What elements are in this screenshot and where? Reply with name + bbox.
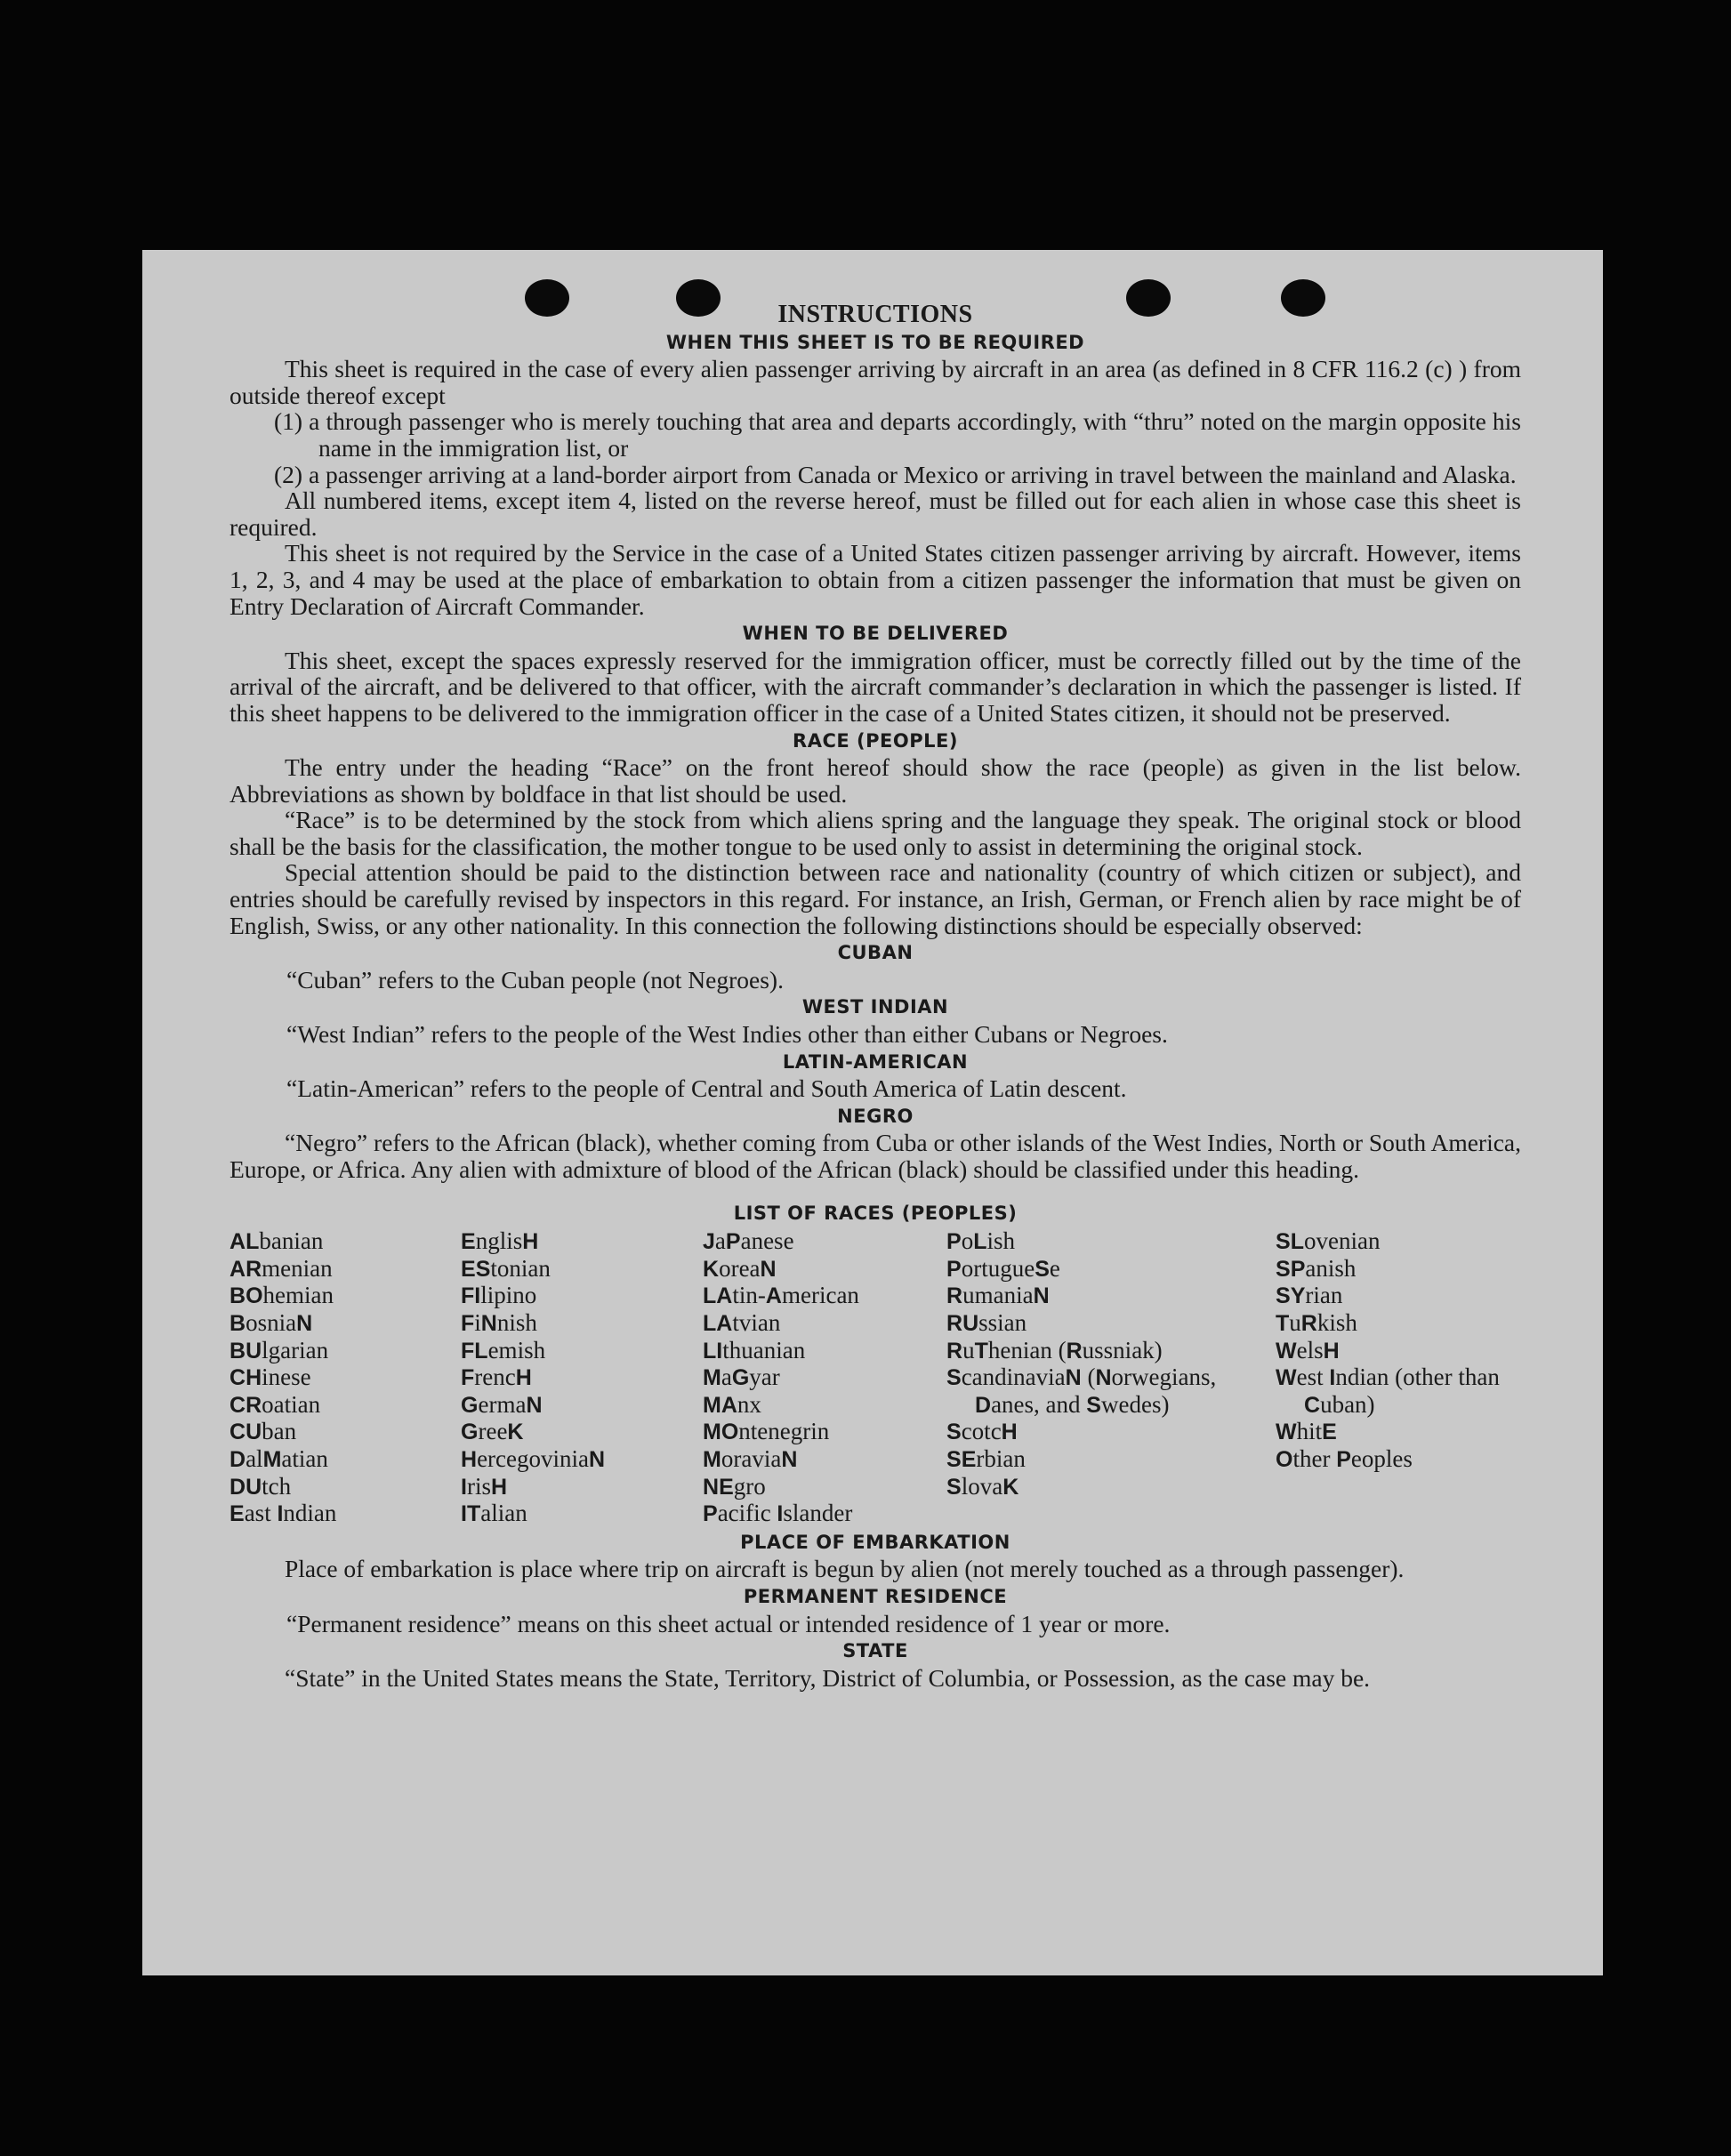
race-entry: EStonian bbox=[461, 1254, 551, 1282]
instruction-sheet bbox=[142, 250, 1603, 1975]
race-entry: MOntenegrin bbox=[703, 1418, 830, 1445]
race-entry: ALbanian bbox=[229, 1227, 324, 1255]
paragraph: This sheet is not required by the Service in the case of a United States citizen passenger arriving by aircraft. However, items 1, 2, 3, and 4 may be used at the place of embarkation to obtain from a citizen passenger the information that must be given on Entry Declaration of Aircraft Commander. bbox=[229, 539, 1521, 620]
race-entry: TuRkish bbox=[1276, 1308, 1357, 1336]
subsection-heading: LATIN-AMERICAN bbox=[782, 1050, 969, 1073]
race-entry: East Indian bbox=[229, 1500, 337, 1527]
race-entry: JaPanese bbox=[703, 1227, 794, 1255]
section-heading: PERMANENT RESIDENCE bbox=[743, 1585, 1008, 1607]
paragraph: “State” in the United States means the State, Territory, District of Columbia, or Possession, as the case may be. bbox=[285, 1663, 1371, 1692]
paragraph: The entry under the heading “Race” on the front hereof should show the race (people) as given in the list below. Abbreviations as shown by boldface in that list should be used. bbox=[229, 753, 1521, 808]
race-entry: FrencH bbox=[461, 1364, 532, 1391]
race-entry: EnglisH bbox=[461, 1227, 539, 1255]
subsection-heading: WEST INDIAN bbox=[801, 996, 949, 1018]
race-column bbox=[703, 1228, 946, 1528]
race-entry: FIlipino bbox=[461, 1282, 537, 1309]
race-list bbox=[229, 1228, 1521, 1528]
section-heading: STATE bbox=[842, 1640, 908, 1662]
race-entry: RumaniaN bbox=[946, 1282, 1050, 1309]
paragraph: Place of embarkation is place where trip on aircraft is begun by alien (not merely touched as a through passenger). bbox=[285, 1555, 1405, 1583]
paragraph: Special attention should be paid to the distinction between race and nationality (country of which citizen or subject), and entries should be carefully revised by inspectors in this regard. For instance, an Irish, German, or French alien by race might be of English, Swiss, or any other nationality. In this connection the following distinctions should be especially observed: bbox=[229, 858, 1521, 939]
exception-item: (1) a through passenger who is merely touching that area and departs accordingly, with “thru” noted on the margin opposite his name in the immigration list, or bbox=[274, 407, 1521, 462]
race-entry: CHinese bbox=[229, 1364, 311, 1391]
race-entry: WhitE bbox=[1276, 1418, 1337, 1445]
definition: “Latin-American” refers to the people of Central and South America of Latin descent. bbox=[286, 1074, 1127, 1103]
race-entry: FiNnish bbox=[461, 1308, 537, 1336]
punch-hole bbox=[525, 279, 569, 317]
definition: “West Indian” refers to the people of the West Indies other than either Cubans or Negroes. bbox=[286, 1020, 1168, 1049]
race-entry: Other Peoples bbox=[1276, 1444, 1413, 1472]
paragraph: All numbered items, except item 4, listed on the reverse hereof, must be filled out for each alien in whose case this sheet is required. bbox=[229, 487, 1521, 541]
race-entry: MAnx bbox=[703, 1390, 761, 1418]
race-entry: MaGyar bbox=[703, 1364, 780, 1391]
paragraph: This sheet is required in the case of every alien passenger arriving by aircraft in an area (as defined in 8 CFR 116.2 (c) ) from outside thereof except bbox=[229, 355, 1521, 409]
race-entry: West Indian (other than Cuban) bbox=[1276, 1364, 1500, 1418]
race-entry: CRoatian bbox=[229, 1390, 321, 1418]
race-entry: HercegoviniaN bbox=[461, 1444, 606, 1472]
section-heading: RACE (PEOPLE) bbox=[793, 729, 958, 752]
definition: “Negro” refers to the African (black), whether coming from Cuba or other islands of the West Indies, North or South America, Europe, or Africa. Any alien with admixture of blood of the African (black) should be classified under this heading. bbox=[229, 1129, 1521, 1183]
punch-hole bbox=[1126, 279, 1171, 317]
race-entry: SlovaK bbox=[946, 1472, 1019, 1500]
race-entry: LAtvian bbox=[703, 1308, 781, 1336]
race-list-heading: LIST OF RACES (PEOPLES) bbox=[733, 1202, 1018, 1224]
race-entry: LIthuanian bbox=[703, 1336, 806, 1364]
race-entry: SPanish bbox=[1276, 1254, 1357, 1282]
race-entry: ScandinaviaN (Norwegians, Danes, and Swedes) bbox=[946, 1364, 1217, 1418]
race-entry: GermaN bbox=[461, 1390, 543, 1418]
race-entry: SErbian bbox=[946, 1444, 1026, 1472]
race-entry: GreeK bbox=[461, 1418, 524, 1445]
exception-item: (2) a passenger arriving at a land-border airport from Canada or Mexico or arriving in travel between the mainland and Alaska. bbox=[274, 460, 1517, 488]
section-heading: WHEN THIS SHEET IS TO BE REQUIRED bbox=[665, 331, 1085, 353]
section-heading: PLACE OF EMBARKATION bbox=[740, 1531, 1010, 1553]
race-entry: DUtch bbox=[229, 1472, 292, 1500]
race-column bbox=[946, 1228, 1276, 1528]
race-entry: NEgro bbox=[703, 1472, 766, 1500]
race-entry: RuThenian (Russniak) bbox=[946, 1336, 1163, 1364]
race-entry: CUban bbox=[229, 1418, 297, 1445]
subsection-heading: CUBAN bbox=[837, 942, 914, 964]
definition: “Cuban” refers to the Cuban people (not Negroes). bbox=[286, 965, 784, 994]
race-entry: RUssian bbox=[946, 1308, 1027, 1336]
race-entry: PortugueSe bbox=[946, 1254, 1060, 1282]
race-entry: BUlgarian bbox=[229, 1336, 329, 1364]
paragraph: “Permanent residence” means on this sheet actual or intended residence of 1 year or more. bbox=[286, 1609, 1171, 1637]
subsection-heading: NEGRO bbox=[837, 1105, 914, 1127]
race-entry: SLovenian bbox=[1276, 1227, 1381, 1255]
paragraph: “Race” is to be determined by the stock from which aliens spring and the language they speak. The original stock or blood shall be the basis for the classification, the mother tongue to be used only to assist in determining the original stock. bbox=[229, 806, 1521, 860]
race-entry: MoraviaN bbox=[703, 1444, 798, 1472]
race-entry: ITalian bbox=[461, 1500, 527, 1527]
punch-hole bbox=[676, 279, 721, 317]
race-entry: Pacific Islander bbox=[703, 1500, 853, 1527]
race-entry: BOhemian bbox=[229, 1282, 334, 1309]
race-entry: DalMatian bbox=[229, 1444, 328, 1472]
race-entry: KoreaN bbox=[703, 1254, 777, 1282]
paragraph: This sheet, except the spaces expressly reserved for the immigration officer, must be correctly filled out by the time of the arrival of the aircraft, and be delivered to that officer, with the aircraft commander’s declaration in which the passenger is listed. If this sheet happens to be delivered to the immigration officer in the case of a United States citizen, it should not be preserved. bbox=[229, 646, 1521, 727]
race-entry: BosniaN bbox=[229, 1308, 313, 1336]
race-entry: SYrian bbox=[1276, 1282, 1343, 1309]
section-heading: WHEN TO BE DELIVERED bbox=[742, 623, 1009, 645]
race-entry: FLemish bbox=[461, 1336, 546, 1364]
race-column bbox=[461, 1228, 703, 1528]
race-entry: PoLish bbox=[946, 1227, 1015, 1255]
race-column bbox=[1276, 1228, 1525, 1528]
race-entry: WelsH bbox=[1276, 1336, 1340, 1364]
race-entry: ARmenian bbox=[229, 1254, 333, 1282]
race-entry: LAtin-American bbox=[703, 1282, 859, 1309]
race-entry: ScotcH bbox=[946, 1418, 1018, 1445]
punch-hole bbox=[1281, 279, 1325, 317]
race-column bbox=[229, 1228, 461, 1528]
page-title: INSTRUCTIONS bbox=[777, 301, 973, 328]
race-entry: IrisH bbox=[461, 1472, 508, 1500]
